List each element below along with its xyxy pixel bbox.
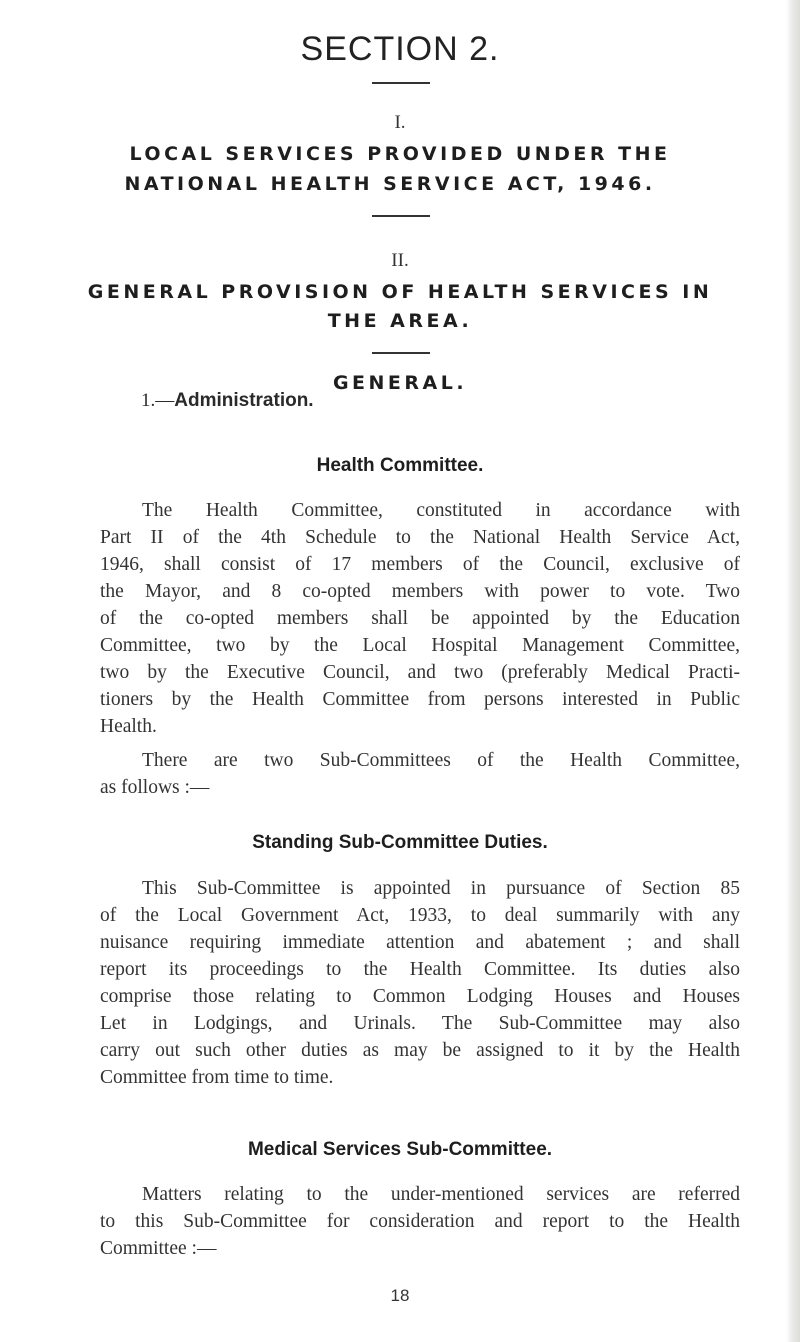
part-two-heading-line2: THE AREA. (327, 310, 473, 332)
administration-title: Administration. (174, 390, 314, 411)
paragraph-line: of the Local Government Act, 1933, to deal summarily with any (100, 905, 740, 926)
subcommittees-intro-paragraph (100, 747, 740, 801)
paragraph-line: nuisance requiring immediate attention and abatement ; and shall (100, 932, 740, 953)
paragraph-line: as follows :— (100, 777, 210, 798)
divider-rule (372, 215, 430, 217)
paragraph-line: Committee from time to time. (100, 1067, 334, 1088)
paragraph-line: the Mayor, and 8 co-opted members with power to vote. Two (100, 581, 740, 602)
medical-subcommittee-heading: Medical Services Sub-Committee. (247, 1139, 553, 1160)
standing-subcommittee-heading: Standing Sub-Committee Duties. (252, 832, 548, 853)
paragraph-line: of the co-opted members shall be appointed by the Education (100, 608, 740, 629)
paragraph-line: Health. (100, 716, 157, 737)
health-committee-heading: Health Committee. (316, 455, 484, 476)
paragraph-line: carry out such other duties as may be assigned to it by the Health (100, 1040, 740, 1061)
paragraph-line: to this Sub-Committee for consideration and report to the Health (100, 1211, 740, 1232)
health-committee-paragraph (100, 497, 740, 740)
standing-subcommittee-paragraph (100, 875, 740, 1091)
part-one-numeral: I. (394, 112, 406, 133)
divider-rule (372, 352, 430, 354)
paragraph-line: comprise those relating to Common Lodging Houses and Houses (100, 986, 740, 1007)
paragraph-line: There are two Sub-Committees of the Health Committee, (142, 750, 740, 771)
paragraph-line: report its proceedings to the Health Committee. Its duties also (100, 959, 740, 980)
paragraph-line: Committee, two by the Local Hospital Management Committee, (100, 635, 740, 656)
administration-heading (141, 390, 314, 412)
part-two-numeral: II. (391, 250, 409, 271)
medical-subcommittee-paragraph (100, 1181, 740, 1262)
part-one-heading-line1: LOCAL SERVICES PROVIDED UNDER THE (129, 143, 671, 165)
part-two-heading-line1: GENERAL PROVISION OF HEALTH SERVICES IN (87, 281, 713, 303)
paragraph-line: The Health Committee, constituted in accordance with (142, 500, 740, 521)
part-one-heading-line2: NATIONAL HEALTH SERVICE ACT, 1946. (124, 173, 656, 195)
paragraph-line: 1946, shall consist of 17 members of the Council, exclusive of (100, 554, 740, 575)
paragraph-line: This Sub-Committee is appointed in pursuance of Section 85 (142, 878, 740, 899)
administration-prefix: 1.— (141, 390, 175, 411)
divider-rule (372, 82, 430, 84)
paragraph-line: two by the Executive Council, and two (preferably Medical Practi- (100, 662, 740, 683)
paragraph-line: Committee :— (100, 1238, 217, 1259)
paragraph-line: Part II of the 4th Schedule to the National Health Service Act, (100, 527, 740, 548)
paragraph-line: Let in Lodgings, and Urinals. The Sub-Committee may also (100, 1013, 740, 1034)
section-title: SECTION 2. (300, 30, 500, 68)
paragraph-line: tioners by the Health Committee from persons interested in Public (100, 689, 740, 710)
page-number: 18 (390, 1286, 410, 1305)
paragraph-line: Matters relating to the under-mentioned services are referred (142, 1184, 740, 1205)
general-heading: GENERAL. (332, 372, 468, 394)
